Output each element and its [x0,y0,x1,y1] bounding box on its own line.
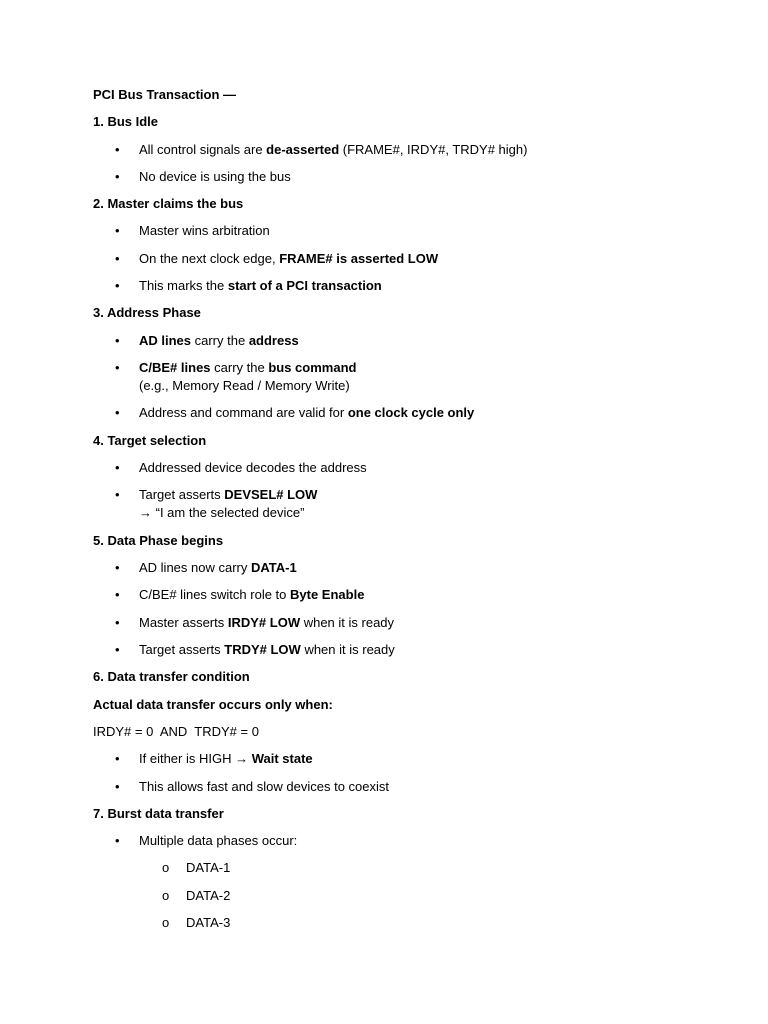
list-item [93,832,733,859]
item-text: carry the [191,332,249,348]
item-emphasis: TRDY# LOW [224,642,301,658]
list-item [93,141,733,168]
item-emphasis: DATA-1 [250,560,297,576]
item-text: Master asserts [139,614,228,630]
item-emphasis: one clock cycle only [347,405,475,421]
section-heading: 6. Data transfer condition [93,669,250,685]
item-text: Target asserts [139,642,225,658]
item-text: Address and command are valid for [139,405,348,421]
list-item [93,404,733,431]
item-text: If either is HIGH → [139,751,252,767]
item-emphasis: start of a PCI transaction [227,278,382,294]
document-page [93,86,733,941]
list-item [93,486,733,532]
item-text: C/BE# lines switch role to [139,587,291,603]
item-emphasis: FRAME# is asserted LOW [279,250,439,266]
section-heading: 1. Bus Idle [93,114,159,130]
sub-list-item: o DATA-2 [93,887,733,914]
list-item [93,459,733,486]
item-text: On the next clock edge, [139,250,280,266]
list-item [93,359,733,405]
condition-expression: IRDY# = 0 AND TRDY# = 0 [93,723,259,739]
item-continuation: (e.g., Memory Read / Memory Write) [139,377,350,393]
item-text: This allows fast and slow devices to coexist [139,778,389,794]
item-emphasis: bus command [268,359,357,375]
list-item [93,559,733,586]
item-text: (FRAME#, IRDY#, TRDY# high) [339,141,528,157]
item-emphasis: AD lines [139,332,192,348]
item-text: All control signals are [139,141,267,157]
condition-intro: Actual data transfer occurs only when: [93,696,333,712]
item-text: carry the [210,359,269,375]
list-item [93,250,733,277]
section-heading: 5. Data Phase begins [93,532,224,548]
section-heading: 7. Burst data transfer [93,805,224,821]
list-item [93,778,733,805]
list-item [93,641,733,668]
item-emphasis: address [248,332,299,348]
item-text: This marks the [139,278,228,294]
item-emphasis: Wait state [251,751,313,767]
sub-list-item: o DATA-3 [93,914,733,941]
list-item [93,277,733,304]
item-emphasis: de-asserted [266,141,340,157]
item-emphasis: DEVSEL# LOW [224,487,318,503]
section-heading: 4. Target selection [93,432,207,448]
item-continuation: → “I am the selected device” [139,505,305,521]
item-emphasis: Byte Enable [290,587,365,603]
section-heading: 3. Address Phase [93,305,201,321]
list-item [93,222,733,249]
document-title: PCI Bus Transaction — [93,87,237,102]
item-emphasis: IRDY# LOW [227,614,301,630]
list-item [93,168,733,195]
item-text: No device is using the bus [139,168,291,184]
item-text: Master wins arbitration [139,223,270,239]
list-item [93,586,733,613]
item-text: Addressed device decodes the address [139,460,367,476]
item-emphasis: C/BE# lines [139,359,211,375]
item-text: Target asserts [139,487,225,503]
item-text: when it is ready [300,614,395,630]
list-item [93,332,733,359]
section-heading: 2. Master claims the bus [93,196,244,212]
item-text: when it is ready [300,642,395,658]
item-text: Multiple data phases occur: [139,833,298,849]
sub-list-item: o DATA-1 [93,859,733,886]
item-text: AD lines now carry [139,560,251,576]
list-item [93,614,733,641]
list-item [93,750,733,777]
